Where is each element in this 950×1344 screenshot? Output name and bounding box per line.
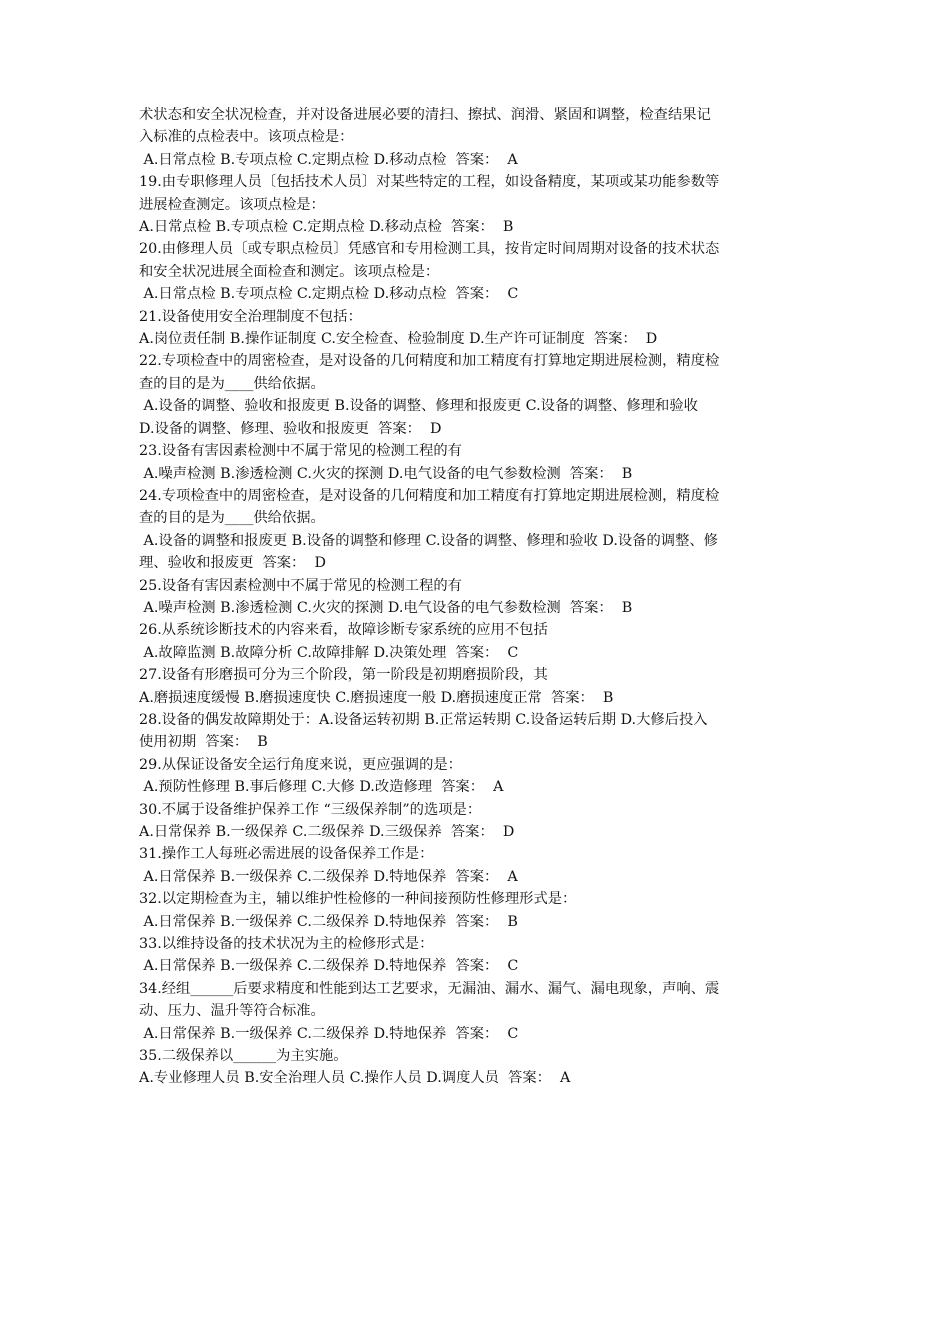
text-line: 26.从系统诊断技术的内容来看，故障诊断专家系统的应用不包括 [139, 622, 548, 639]
text-line: A.日常保养 B.一级保养 C.二级保养 D.特地保养 答案： C [139, 1025, 519, 1042]
text-line: 查的目的是为____供给依据。 [139, 510, 325, 527]
text-line: 34.经组______后要求精度和性能到达工艺要求，无漏油、漏水、漏气、漏电现象，声响、震 [139, 980, 720, 997]
text-line: A.磨损速度缓慢 B.磨损速度快 C.磨损速度一般 D.磨损速度正常 答案： B [139, 689, 614, 706]
text-line: 23.设备有害因素检测中不属于常见的检测工程的有 [139, 443, 462, 460]
text-line: 和安全状况进展全面检查和测定。该项点检是： [139, 263, 440, 280]
text-line: 查的目的是为____供给依据。 [139, 375, 325, 392]
text-line: D.设备的调整、修理、验收和报废更 答案： D [139, 420, 442, 437]
text-line: 24.专项检查中的周密检查，是对设备的几何精度和加工精度有打算地定期进展检测，精度检 [139, 487, 720, 504]
text-line: A.设备的调整和报废更 B.设备的调整和修理 C.设备的调整、修理和验收 D.设备的调整、修 [139, 532, 718, 549]
text-line: 20.由修理人员〔或专职点检员〕凭感官和专用检测工具，按肯定时间周期对设备的技术状态 [139, 241, 720, 258]
text-line: 27.设备有形磨损可分为三个阶段，第一阶段是初期磨损阶段，其 [139, 667, 548, 684]
text-line: A.日常保养 B.一级保养 C.二级保养 D.特地保养 答案： A [139, 868, 518, 885]
text-line: A.日常保养 B.一级保养 C.二级保养 D.特地保养 答案： C [139, 958, 519, 975]
text-line: 29.从保证设备安全运行角度来说，更应强调的是： [139, 756, 462, 773]
text-line: 入标准的点检表中。该项点检是： [139, 129, 354, 146]
text-line: 33.以维持设备的技术状况为主的检修形式是： [139, 936, 434, 953]
text-line: A.噪声检测 B.渗透检测 C.火灾的探测 D.电气设备的电气参数检测 答案： B [139, 599, 633, 616]
text-line: A.日常点检 B.专项点检 C.定期点检 D.移动点检 答案： A [139, 151, 518, 168]
text-line: A.故障监测 B.故障分析 C.故障排解 D.决策处理 答案： C [139, 644, 519, 661]
text-line: 35.二级保养以______为主实施。 [139, 1048, 348, 1065]
text-line: A.噪声检测 B.渗透检测 C.火灾的探测 D.电气设备的电气参数检测 答案： B [139, 465, 633, 482]
text-line: 28.设备的偶发故障期处于：A.设备运转初期 B.正常运转期 C.设备运转后期 D.大修后投入 [139, 711, 708, 728]
text-line: 动、压力、温升等符合标准。 [139, 1003, 325, 1020]
document-page [139, 104, 819, 1090]
text-line: 22.专项检查中的周密检查，是对设备的几何精度和加工精度有打算地定期进展检测，精度检 [139, 353, 720, 370]
text-line: 32.以定期检查为主，辅以维护性检修的一种间接预防性修理形式是： [139, 891, 577, 908]
text-line: 21.设备使用安全治理制度不包括： [139, 308, 362, 325]
text-line: 进展检查测定。该项点检是： [139, 196, 325, 213]
text-line: A.日常保养 B.一级保养 C.二级保养 D.三级保养 答案： D [139, 824, 515, 840]
text-line: 31.操作工人每班必需进展的设备保养工作是： [139, 846, 434, 863]
text-line: 30.不属于设备维护保养工作 “三级保养制”的选项是： [139, 801, 482, 818]
text-line: 25.设备有害因素检测中不属于常见的检测工程的有 [139, 577, 462, 594]
text-line: 理、验收和报废更 答案： D [139, 555, 326, 572]
text-line: A.日常点检 B.专项点检 C.定期点检 D.移动点检 答案： B [139, 219, 514, 236]
text-line: A.专业修理人员 B.安全治理人员 C.操作人员 D.调度人员 答案： A [139, 1070, 571, 1087]
text-line: A.设备的调整、验收和报废更 B.设备的调整、修理和报废更 C.设备的调整、修理和验收 [139, 398, 698, 415]
text-line: 19.由专职修理人员〔包括技术人员〕对某些特定的工程，如设备精度，某项或某功能参数等 [139, 174, 720, 191]
text-line: A.日常点检 B.专项点检 C.定期点检 D.移动点检 答案： C [139, 286, 519, 303]
text-line: 术状态和安全状况检查，并对设备进展必要的清扫、擦拭、润滑、紧固和调整，检查结果记 [139, 107, 711, 123]
text-line: A.岗位责任制 B.操作证制度 C.安全检查、检验制度 D.生产许可证制度 答案： D [139, 331, 658, 348]
text-line: 使用初期 答案： B [139, 734, 268, 751]
text-line: A.日常保养 B.一级保养 C.二级保养 D.特地保养 答案： B [139, 913, 518, 930]
text-line: A.预防性修理 B.事后修理 C.大修 D.改造修理 答案： A [139, 779, 504, 796]
